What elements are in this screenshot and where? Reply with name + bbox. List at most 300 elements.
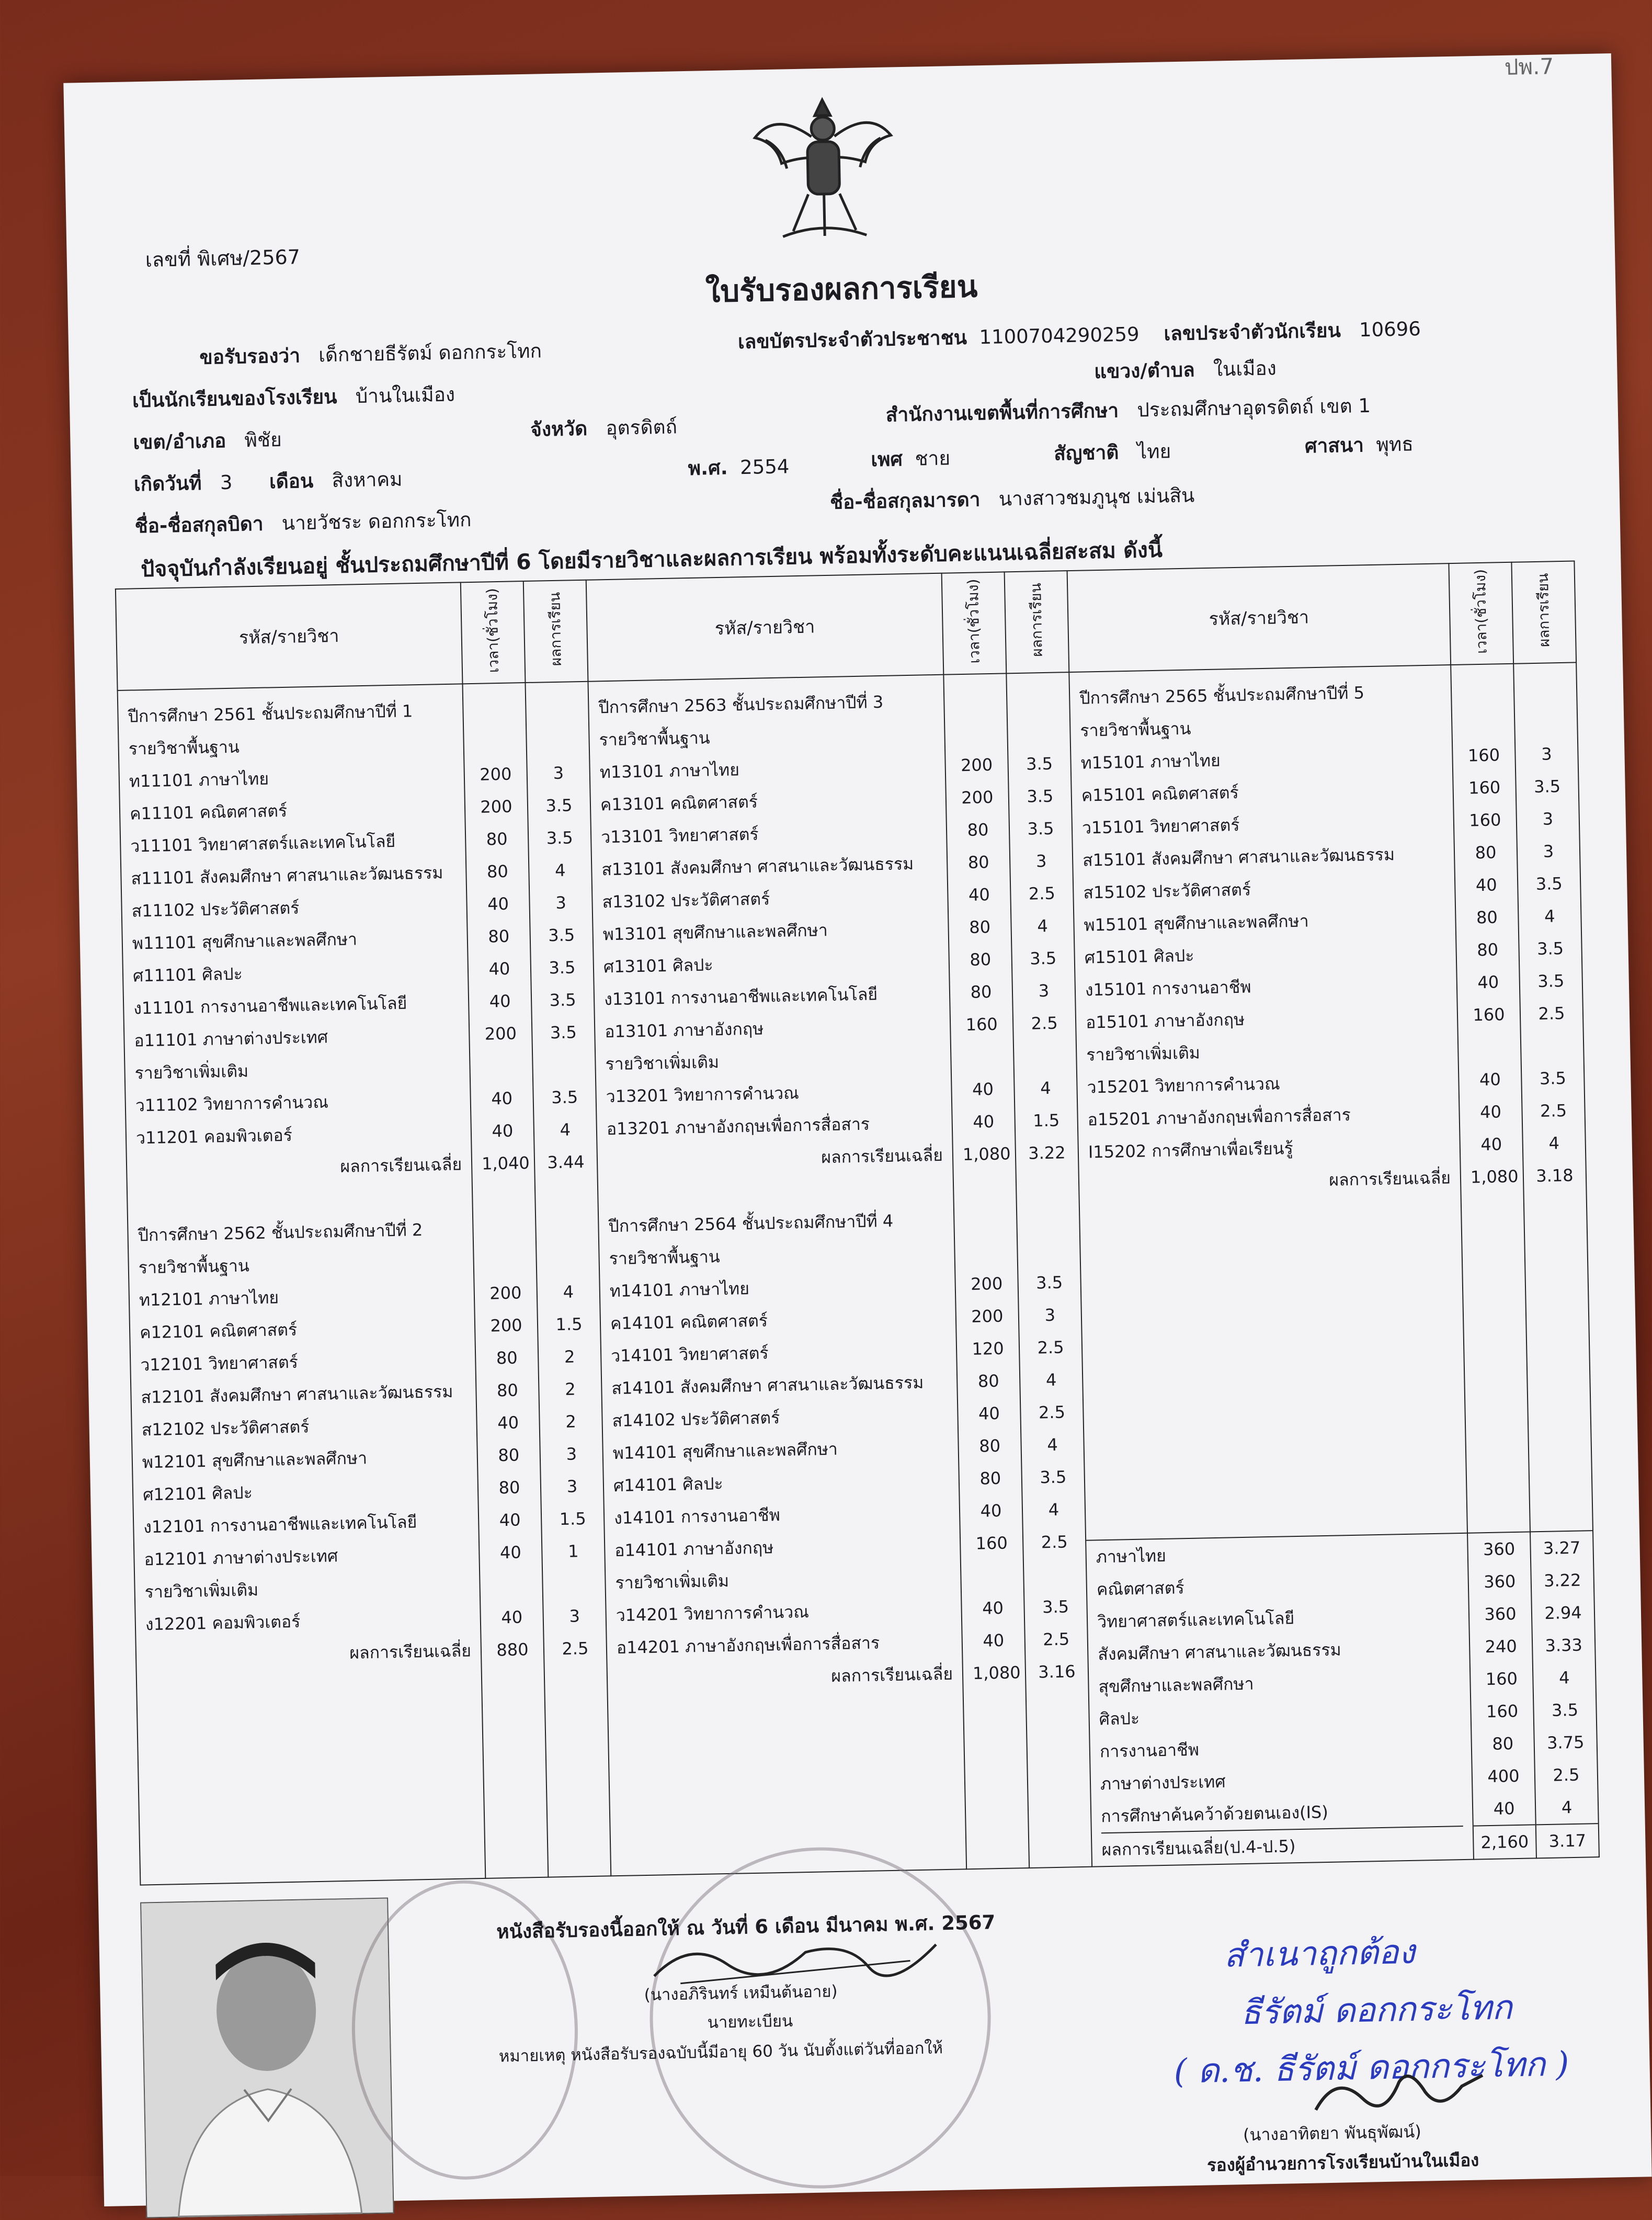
average-grade-cell: 3.44 [547,1152,585,1173]
hours-cell: 80 [486,829,508,850]
grade-cell: 2.5 [1041,1532,1068,1553]
subject-cell: ส12101 สังคมศึกษา ศาสนาและวัฒนธรรม [141,1381,453,1408]
grade-cell [1023,1039,1067,1072]
birth-month: สิงหาคม [332,468,403,492]
subject-cell: ง14101 การงานอาชีพ [613,1504,781,1528]
hours-cell: 40 [499,1542,522,1563]
hours-cell: 40 [982,1598,1004,1618]
grade-cell: 3.5 [1539,1068,1567,1089]
province-label: จังหวัด [530,417,588,441]
subject-cell: อ14101 ภาษาอังกฤษ [614,1537,774,1561]
form-code: ปพ.7 [1504,53,1554,80]
hours-cell [1462,706,1505,740]
registrar-name: (นางอภิรินทร์ เหมืนต้นอาย) [644,1982,838,2005]
hours-cell [480,1049,523,1083]
handwritten-name-bracketed: ( ด.ช. ธีรัตม์ ดอกกระโทก ) [1173,2045,1570,2091]
hours-cell: 40 [1477,972,1499,993]
hours-cell [954,684,997,717]
summary-grade-cell: 3.27 [1543,1537,1581,1558]
grade-cell: 3.5 [1027,786,1054,807]
total-hours-cell: 1,040 [481,1153,530,1174]
hours-cell: 120 [972,1338,1004,1359]
subject-cell: ว11201 คอมพิวเตอร์ [135,1125,293,1148]
subject-cell: พ11101 สุขศึกษาและพลศึกษา [132,929,358,954]
hours-cell: 40 [980,1500,1002,1521]
total-hours-cell: 880 [496,1639,529,1660]
summary-subject: ภาษาต่างประเทศ [1100,1771,1226,1794]
header-grade-2: ผลการเรียน [1027,582,1046,657]
hours-cell: 40 [487,893,509,914]
hours-cell: 160 [1473,1004,1505,1025]
summary-subject: สังคมศึกษา ศาสนาและวัฒนธรรม [1097,1639,1342,1664]
header-hours-1: เวลา(ชั่วโมง) [483,587,503,673]
grade-cell: 3.5 [1042,1596,1069,1617]
religion: พุทธ [1376,433,1414,456]
subject-cell: รายวิชาเพิ่มเติม [615,1570,730,1593]
subject-cell: ส11102 ประวัติศาสตร์ [131,898,300,921]
intro-text: ปัจจุบันกำลังเรียนอยู่ ชั้นประถมศึกษาปีที่ 6 โดยมีรายวิชาและผลการเรียน พร้อมทั้งระดับคะแนนเฉลี่ยสะสม ดังนี้ [140,537,1163,582]
grade-cell: 4 [1045,1369,1057,1390]
hours-cell: 40 [972,1079,994,1100]
grade-cell: 3 [1543,841,1554,862]
hours-cell: 200 [490,1315,522,1336]
father-name: นายวัชระ ดอกกระโทก [281,508,472,535]
hours-cell: 40 [492,1120,514,1141]
certificate-paper [63,53,1651,2206]
grade-cell: 4 [1037,915,1049,936]
summary-hours-cell: 160 [1486,1701,1519,1722]
issued-statement: หนังสือรับรองนี้ออกให้ ณ วันที่ 6 เดือน มีนาคม พ.ศ. 2567 [496,1911,996,1943]
grade-cell [1017,715,1061,748]
subject-cell: ว13101 วิทยาศาสตร์ [600,824,759,847]
subject-cell: ส15102 ประวัติศาสตร์ [1083,879,1251,903]
average-grade-cell: 3.16 [1038,1661,1076,1682]
summary-subjects [1086,1533,1473,1866]
average-grade-cell: 3.18 [1535,1165,1574,1186]
grade-cell: 3.5 [550,1022,577,1043]
summary-hours-cell: 40 [1493,1798,1515,1819]
hours-cell: 80 [1475,842,1497,863]
subject-cell: ค11101 คณิตศาสตร์ [129,800,288,824]
grade-cell: 1 [567,1541,579,1561]
grade-cell [536,724,579,757]
school-seal-center [646,1844,994,2191]
average-label: ผลการเรียนเฉลี่ย [349,1640,472,1663]
grade-cell: 2 [564,1346,575,1367]
col3-grades [1514,663,1586,1192]
subject-cell: ท14101 ภาษาไทย [609,1278,750,1301]
subject-cell: ค14101 คณิตศาสตร์ [610,1310,768,1334]
certify-line [199,335,542,373]
subject-cell: อ11101 ภาษาต่างประเทศ [134,1027,328,1051]
hours-cell [473,725,517,758]
subject-cell: ว13201 วิทยาการคำนวณ [606,1083,800,1107]
hours-cell: 200 [479,764,512,785]
subject-cell: ส14101 สังคมศึกษา ศาสนาและวัฒนธรรม [611,1372,924,1399]
father-line [134,504,472,541]
subject-cell: ส13101 สังคมศึกษา ศาสนาและวัฒนธรรม [601,853,914,880]
summary-hours-cell: 240 [1485,1636,1518,1657]
hours-cell: 80 [1476,939,1499,960]
grade-cell: 3.5 [1029,948,1057,969]
student-id-label: เลขประจำตัวนักเรียน [1164,319,1341,345]
hours-cell: 160 [1467,745,1500,766]
hours-cell: 40 [489,991,511,1012]
subject-cell: ศ15101 ศิลปะ [1084,945,1194,968]
header-hours-2: เวลา(ชั่วโมง) [964,578,983,664]
area-office-label: สำนักงานเขตพื้นที่การศึกษา [885,399,1119,426]
subject-cell: พ14101 สุขศึกษาและพลศึกษา [612,1439,838,1464]
province-line [530,411,678,445]
grade-cell [1524,705,1568,739]
hours-cell: 80 [488,926,510,947]
header-subject-3: รหัส/รายวิชา [1067,563,1451,672]
grade-cell: 3.5 [1027,818,1054,839]
grade-cell: 2.5 [1042,1629,1070,1650]
deputy-title: รองผู้อำนวยการโรงเรียนบ้านในเมือง [1206,2149,1479,2176]
summary-subject: ศิลปะ [1099,1708,1140,1729]
province: อุตรดิตถ์ [605,415,678,439]
subject-cell: รายวิชาพื้นฐาน [138,1255,250,1278]
grades-table [115,560,1600,1885]
subject-cell: ว15101 วิทยาศาสตร์ [1081,814,1240,838]
grade-cell: 2.5 [1538,1003,1565,1024]
subject-cell: ท13101 ภาษาไทย [599,760,740,783]
mother-line [829,480,1194,517]
hours-cell: 40 [501,1607,523,1628]
grade-cell [1027,1201,1070,1234]
citizen-id-label: เลขบัตรประจำตัวประชาชน [737,326,967,354]
subject-cell: ว12101 วิทยาศาสตร์ [140,1352,299,1375]
subject-cell: รายวิชาเพิ่มเติม [1086,1043,1201,1065]
grade-cell: 2 [565,1411,577,1432]
hours-cell: 160 [965,1014,998,1035]
grade-cell: 3 [553,763,564,784]
grade-cell: 3.5 [551,1087,578,1108]
summary-grade-cell: 3.33 [1545,1635,1583,1656]
grade-cell: 4 [554,860,566,881]
summary-grade-cell: 3.5 [1551,1700,1579,1720]
grade-cell: 3.5 [549,990,576,1011]
handwritten-name: ธีรัตม์ ดอกกระโทก [1240,1988,1513,2033]
validity-note: หมายเหตุ หนังสือรับรองฉบับนี้มีอายุ 60 วัน นับตั้งแต่วันที่ออกให้ [498,2038,943,2066]
subject-cell: ปีการศึกษา 2562 ชั้นประถมศึกษาปีที่ 2 [138,1220,423,1245]
district: พิชัย [244,428,282,452]
header-subject-1: รหัส/รายวิชา [116,582,463,690]
document-title: ใบรับรองผลการเรียน [705,268,978,310]
grade-cell: 3 [1541,744,1552,764]
grade-cell: 3 [555,892,567,913]
hours-cell: 80 [970,949,992,970]
student-name: เด็กชายธีรัตม์ ดอกกระโทก [318,339,542,367]
subject-cell: พ15101 สุขศึกษาและพลศึกษา [1084,911,1309,935]
hours-cell [473,693,516,726]
hours-cell [964,1235,1008,1268]
summary-hours-cell: 400 [1487,1765,1520,1787]
subject-cell: รายวิชาเพิ่มเติม [134,1061,249,1083]
hours-cell: 80 [498,1445,520,1466]
grade-cell: 3.5 [1040,1467,1067,1488]
grade-cell: 3 [566,1476,578,1497]
hours-cell: 200 [971,1306,1004,1327]
subject-cell: อ15201 ภาษาอังกฤษเพื่อการสื่อสาร [1087,1104,1351,1130]
subject-cell: อ14201 ภาษาอังกฤษเพื่อการสื่อสาร [616,1633,880,1658]
summary-grade-cell: 3.22 [1543,1570,1581,1591]
hours-cell [482,1179,526,1213]
summary-total-label: ผลการเรียนเฉลี่ย(ป.4-ป.5) [1101,1826,1464,1866]
hours-cell: 40 [491,1088,513,1109]
hours-cell [483,1244,527,1277]
hours-cell: 80 [978,1435,1001,1456]
subject-cell: ปีการศึกษา 2564 ชั้นประถมศึกษาปีที่ 4 [608,1210,894,1237]
grade-cell: 1.5 [555,1314,583,1335]
grade-cell: 3.5 [1535,874,1563,894]
subject-cell: ง13101 การงานอาชีพและเทคโนโลยี [603,984,878,1010]
grade-cell: 3.5 [1035,1272,1063,1293]
hours-cell: 200 [489,1283,522,1304]
summary-grade-cell: 2.94 [1544,1602,1582,1623]
average-label: ผลการเรียนเฉลี่ย [340,1154,462,1177]
handwritten-certified-copy: สำเนาถูกต้อง [1223,1932,1416,1975]
citizen-id: 1100704290259 [979,323,1140,349]
id-line [737,313,1421,357]
summary-grade-cell: 4 [1561,1797,1573,1818]
average-label: ผลการเรียนเฉลี่ย [821,1145,943,1168]
school-label: เป็นนักเรียนของโรงเรียน [132,385,337,412]
area-office: ประถมศึกษาอุตรดิตถ์ เขต 1 [1136,394,1371,422]
grade-cell: 3.5 [548,925,575,946]
nationality-line [1054,436,1171,469]
grade-cell: 3 [569,1606,580,1626]
subject-cell: ศ14101 ศิลปะ [613,1474,723,1496]
birth-line [133,463,402,500]
header-grade-1: ผลการเรียน [546,592,565,666]
grade-cell: 2.5 [1540,1100,1567,1121]
nationality-label: สัญชาติ [1053,441,1119,465]
col1-subjects [118,684,481,1673]
summary-hours-cell: 360 [1483,1571,1516,1592]
hours-cell: 80 [969,917,991,937]
grade-cell [1523,673,1567,706]
summary-hours-cell: 360 [1484,1603,1517,1625]
hours-cell: 80 [496,1347,518,1368]
grade-cell: 3.5 [549,957,576,978]
grade-cell: 3 [1035,851,1047,871]
subject-cell: รายวิชาพื้นฐาน [128,737,240,759]
average-grade-cell: 2.5 [562,1638,589,1659]
registrar-title: นายทะเบียน [707,2011,793,2032]
grade-cell: 3.5 [1537,971,1565,991]
hours-cell [964,1203,1007,1236]
father-label: ชื่อ-ชื่อสกุลบิดา [134,512,264,538]
header-hours-3: เวลา(ชั่วโมง) [1471,569,1490,654]
grade-cell: 2.5 [1038,1402,1066,1423]
school-line [132,379,455,416]
hours-cell: 40 [1475,875,1497,896]
hours-cell: 80 [967,852,989,873]
hours-cell: 200 [480,796,512,817]
sex-line [871,443,951,475]
hours-cell: 200 [961,787,994,808]
grade-cell [1027,1233,1070,1267]
grade-cell [545,1178,588,1211]
summary-total-grade: 3.17 [1536,1823,1599,1857]
hours-cell: 40 [1479,1102,1502,1123]
subdistrict-label: แขวง/ตำบล [1093,358,1195,383]
grade-cell: 4 [1047,1434,1058,1455]
subdistrict-line [1094,353,1277,387]
garuda-emblem [743,77,903,253]
hours-cell: 40 [968,885,990,905]
nationality: ไทย [1137,440,1171,463]
table-body-row [118,662,1599,1885]
document-number: เลขที่ พิเศษ/2567 [145,245,301,271]
subject-cell: ว14101 วิทยาศาสตร์ [610,1343,769,1366]
mother-label: ชื่อ-ชื่อสกุลมารดา [829,488,981,514]
grade-cell: 3.5 [545,795,573,816]
grade-cell [536,692,579,725]
subject-cell: ว11102 วิทยาการคำนวณ [135,1092,329,1116]
subject-cell: ส15101 สังคมศึกษา ศาสนาและวัฒนธรรม [1082,844,1395,870]
subject-cell: ส13102 ประวัติศาสตร์ [602,889,770,912]
subject-cell: ค15101 คณิตศาสตร์ [1081,782,1239,806]
grade-cell: 1.5 [559,1509,586,1530]
grade-cell [1531,1029,1574,1063]
grade-cell: 4 [1040,1078,1052,1098]
subject-cell: ส12102 ประวัติศาสตร์ [141,1417,310,1440]
grade-cell [542,1048,586,1082]
subject-cell: รายวิชาเพิ่มเติม [605,1052,720,1074]
hours-cell: 40 [1480,1134,1502,1155]
summary-hours-cell: 360 [1483,1539,1516,1560]
average-grade-cell: 3.22 [1028,1142,1066,1163]
birth-day-label: เกิดวันที่ [133,471,202,496]
certify-label: ขอรับรองว่า [199,344,301,369]
grade-cell: 3 [1542,809,1554,829]
hours-cell: 40 [1479,1069,1501,1090]
subject-cell: พ13101 สุขศึกษาและพลศึกษา [602,920,828,945]
subject-cell: รายวิชาพื้นฐาน [599,728,710,750]
grade-cell: 2.5 [1031,1013,1058,1034]
hours-cell: 80 [977,1370,999,1391]
hours-cell: 80 [1476,907,1498,928]
subdistrict: ในเมือง [1213,357,1277,381]
hours-cell: 40 [497,1412,519,1433]
grade-cell: 3.5 [1026,753,1053,774]
subject-cell: ศ11101 ศิลปะ [132,964,243,986]
average-label: ผลการเรียนเฉลี่ย [830,1663,953,1686]
grade-cell [1033,1558,1077,1591]
birth-year-label: พ.ศ. [688,456,728,480]
subject-cell: พ12101 สุขศึกษาและพลศึกษา [142,1448,368,1473]
subject-cell: ส11101 สังคมศึกษา ศาสนาและวัฒนธรรม [131,863,443,889]
subject-cell: ง15101 การงานอาชีพ [1085,977,1251,1000]
grade-cell: 2.5 [1028,883,1056,904]
subject-cell: ค12101 คณิตศาสตร์ [139,1319,298,1343]
col3-subjects [1069,665,1460,1201]
subject-cell: อ13201 ภาษาอังกฤษเพื่อการสื่อสาร [606,1114,870,1139]
subject-cell: ค13101 คณิตศาสตร์ [600,791,758,815]
subject-cell: ท15101 ภาษาไทย [1080,750,1221,773]
hours-cell [963,1170,1007,1204]
subject-cell: ปีการศึกษา 2563 ชั้นประถมศึกษาปีที่ 3 [598,692,884,718]
subject-cell: ง12201 คอมพิวเตอร์ [145,1611,301,1635]
subject-cell: ว15201 วิทยาการคำนวณ [1087,1073,1280,1097]
grade-cell [552,1567,596,1601]
hours-cell [971,1559,1014,1592]
summary-grade-cell: 3.75 [1546,1732,1585,1753]
subject-cell: ปีการศึกษา 2561 ชั้นประถมศึกษาปีที่ 1 [128,701,413,727]
district-line [133,424,282,458]
deputy-signature [1304,2059,1494,2126]
sex-label: เพศ [870,448,903,471]
hours-cell [1468,1030,1511,1064]
grade-cell: 2.5 [1037,1337,1064,1358]
birth-year-line [688,451,790,484]
grade-cell: 2 [564,1379,576,1399]
subject-cell: อ13101 ภาษาอังกฤษ [604,1018,764,1042]
subject-cell: ปีการศึกษา 2565 ชั้นประถมศึกษาปีที่ 5 [1079,683,1365,708]
grade-cell: 3 [566,1444,577,1464]
subject-cell: อ15101 ภาษาอังกฤษ [1085,1009,1245,1033]
grade-cell: 3 [1044,1305,1056,1326]
summary-grade-cell: 4 [1558,1668,1570,1688]
summary-subject: การงานอาชีพ [1099,1739,1200,1762]
subject-cell: ว14201 วิทยาการคำนวณ [616,1601,810,1626]
religion-line [1304,428,1414,461]
student-id: 10696 [1359,318,1421,342]
hours-cell: 40 [983,1630,1005,1651]
hours-cell: 80 [967,820,989,840]
hours-cell: 160 [1468,810,1501,831]
grade-cell [545,1210,589,1244]
grade-cell: 3.5 [1536,938,1564,959]
grade-cell: 4 [563,1282,574,1302]
header-grade-3: ผลการเรียน [1534,573,1553,648]
grade-cell [546,1243,589,1276]
school-name: บ้านในเมือง [355,383,455,408]
total-hours-cell: 1,080 [962,1143,1011,1165]
subject-cell: ง12101 การงานอาชีพและเทคโนโลยี [143,1512,417,1537]
subject-cell: ศ13101 ศิลปะ [603,955,713,977]
grade-cell: 4 [1544,906,1555,926]
hours-cell [483,1211,526,1245]
summary-grade-cell: 2.5 [1553,1764,1580,1785]
hours-cell: 40 [973,1111,995,1132]
hours-cell: 80 [486,861,509,882]
hours-cell: 200 [970,1273,1003,1294]
summary-total-hours: 2,160 [1474,1824,1536,1859]
religion-label: ศาสนา [1304,434,1364,458]
total-hours-cell: 1,080 [972,1662,1021,1683]
hours-cell [961,1040,1004,1074]
grade-cell: 3 [1038,980,1050,1001]
hours-cell: 160 [975,1533,1008,1554]
subject-cell: รายวิชาพื้นฐาน [609,1247,720,1269]
hours-cell [1461,674,1505,707]
area-office-line [885,390,1371,431]
birth-month-label: เดือน [269,469,314,493]
grade-cell: 1.5 [1032,1110,1060,1131]
mother-name: นางสาวชมภูนุช เม่นสิน [998,484,1195,511]
hours-cell: 80 [496,1380,519,1401]
subject-cell: ท12101 ภาษาไทย [139,1287,279,1310]
hours-cell: 80 [498,1477,520,1498]
summary-subject: ภาษาไทย [1096,1545,1167,1567]
subject-cell: I15202 การศึกษาเพื่อเรียนรู้ [1088,1138,1294,1162]
grade-cell: 4 [560,1119,571,1140]
hours-cell: 200 [484,1023,517,1044]
